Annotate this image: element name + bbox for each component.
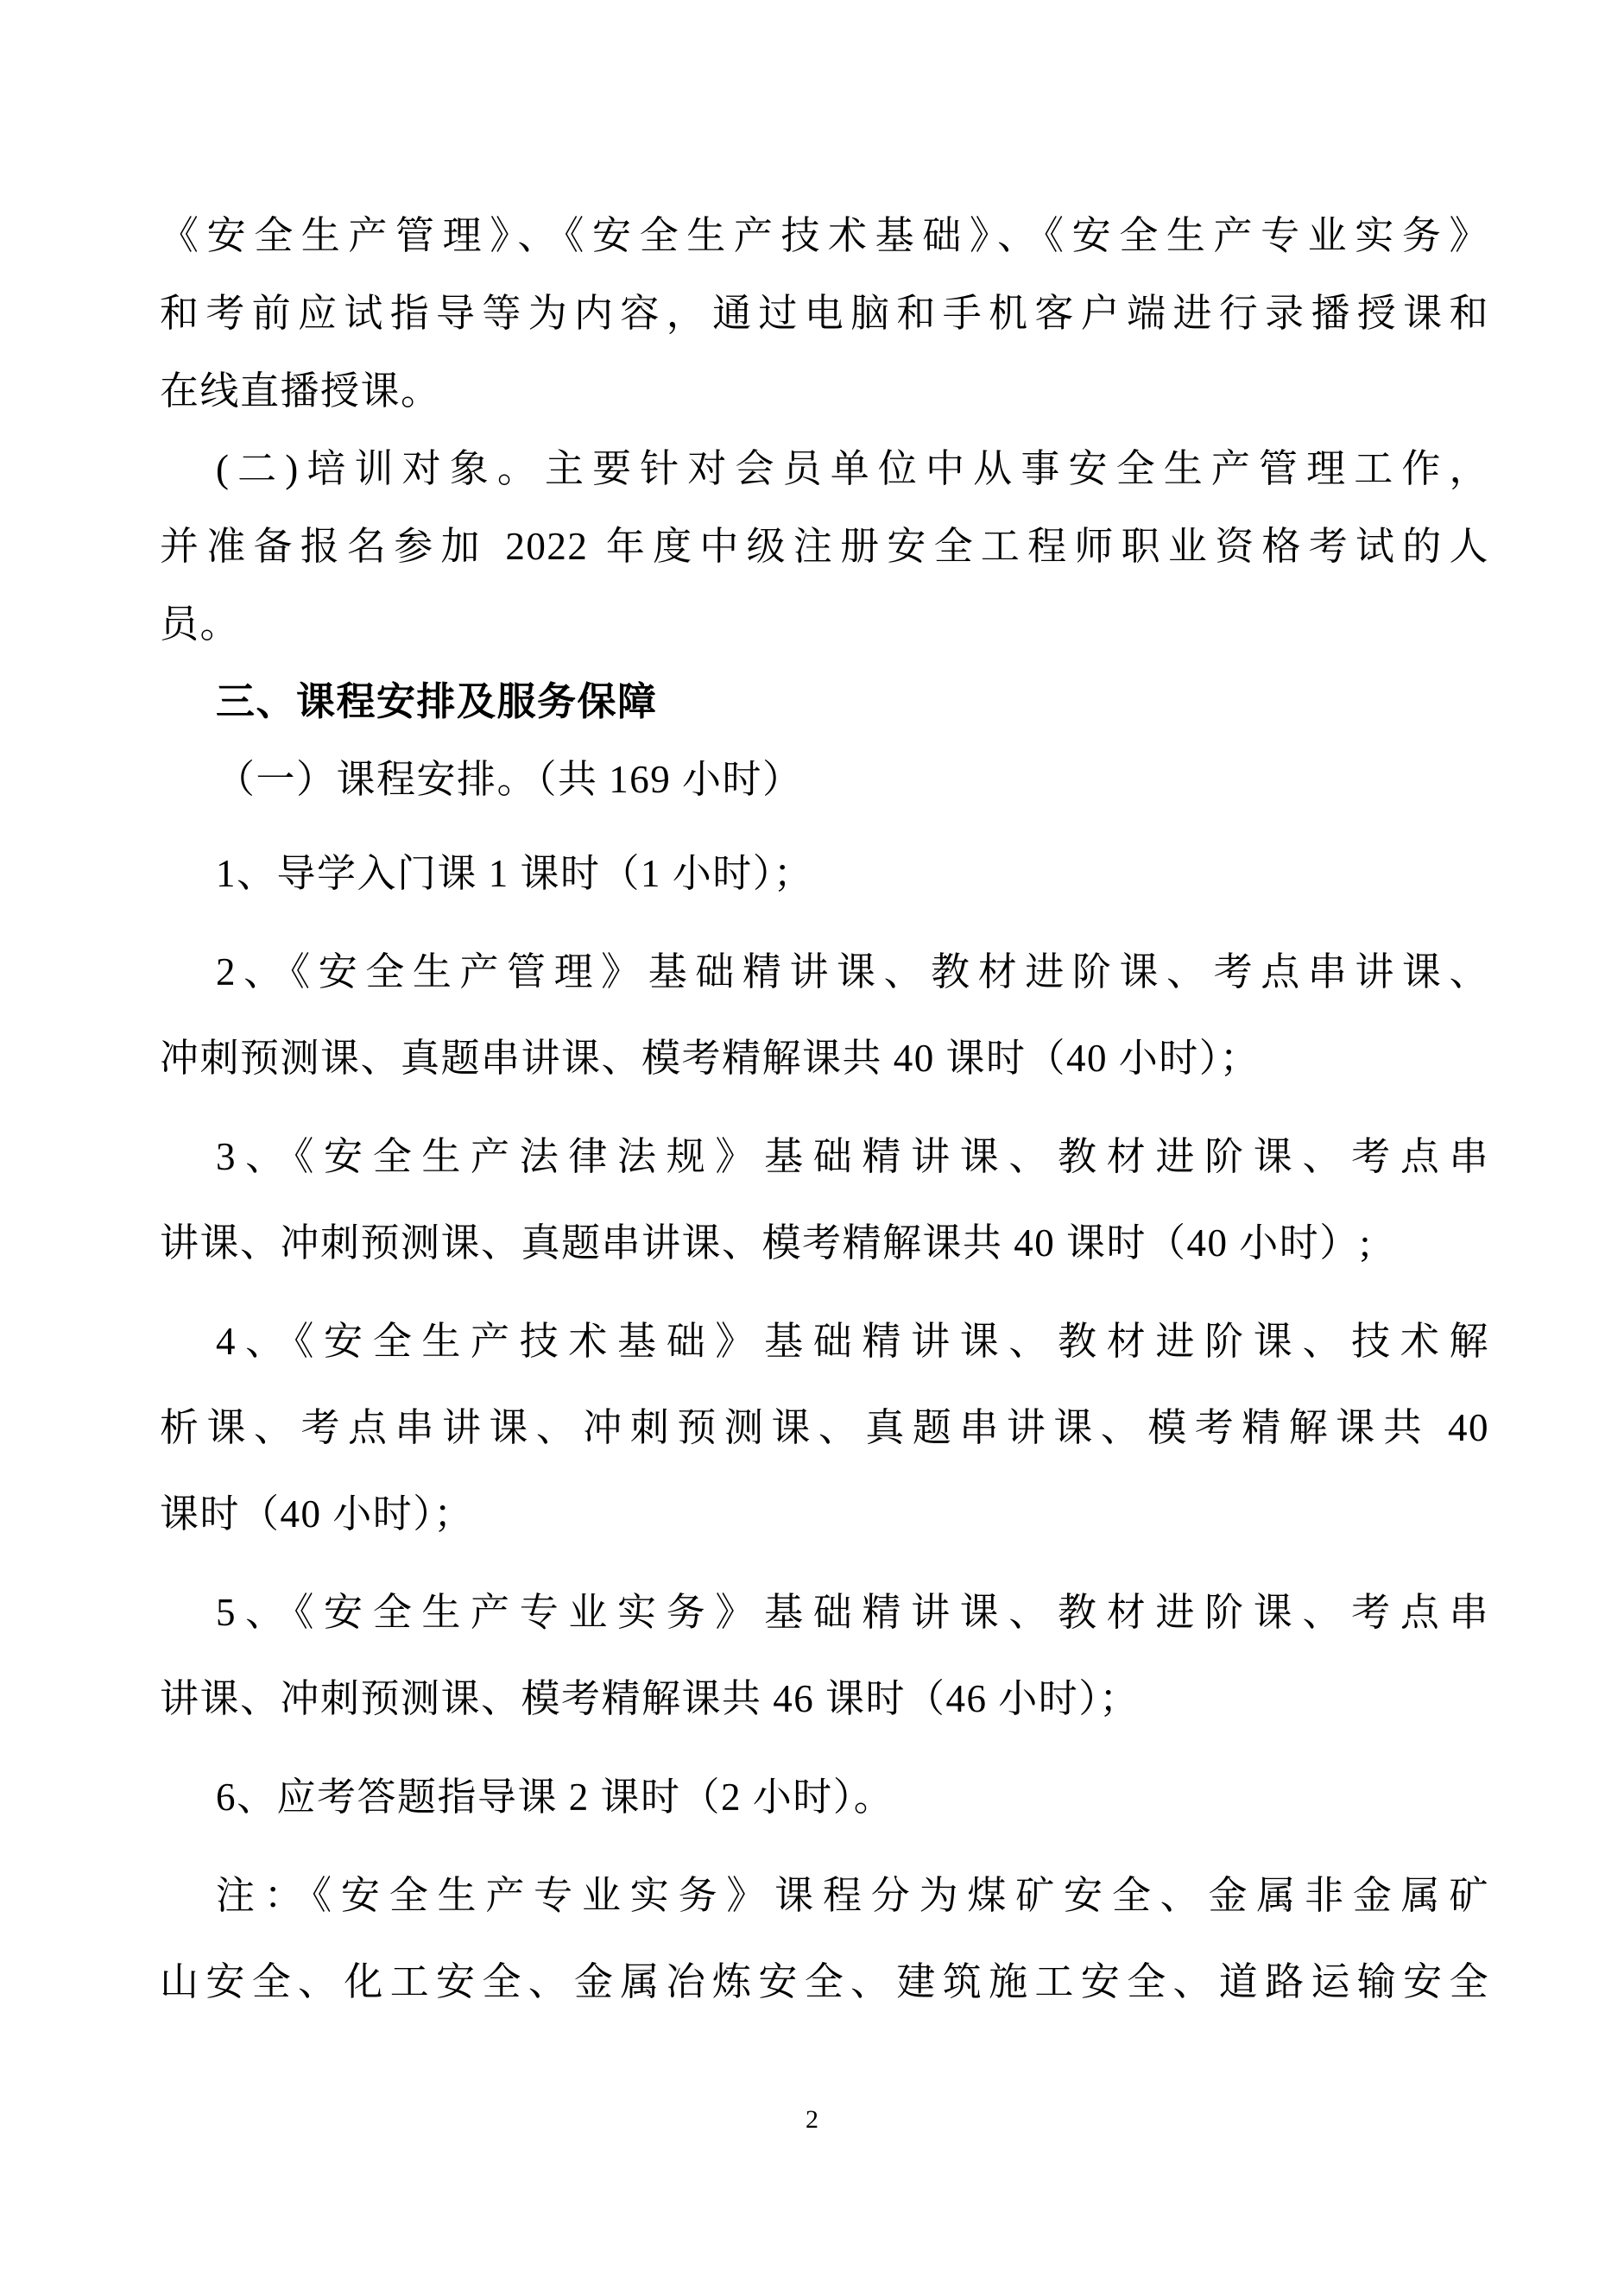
page-number: 2 [806,2105,818,2134]
course-item-line: 1、导学入门课 1 课时（1 小时）； [216,852,814,895]
paragraph-line: 员。 [160,602,241,646]
course-item-1 [160,830,1489,917]
section-heading: 三、课程安排及服务保障 [216,680,658,723]
course-item-line: 3、《安全生产法律法规》基础精讲课、教材进阶课、考点串 [216,1135,1489,1178]
course-item-line: 4、《安全生产技术基础》基础精讲课、教材进阶课、技术解 [216,1320,1489,1363]
course-item-6 [160,1754,1489,1840]
course-item-line: 冲刺预测课、真题串讲课、模考精解课共 40 课时（40 小时）； [160,1037,1261,1080]
paragraph-line: 和考前应试指导等为内容，通过电脑和手机客户端进行录播授课和 [160,292,1489,335]
course-item-5 [160,1569,1489,1742]
training-target-paragraph [160,430,1489,663]
course-item-4 [160,1298,1489,1557]
paragraph-line: 《安全生产管理》、《安全生产技术基础》、《安全生产专业实务》 [160,214,1489,257]
paragraph-line: 并准备报名参加 2022 年度中级注册安全工程师职业资格考试的人 [160,525,1489,568]
course-item-line: 讲课、冲刺预测课、模考精解课共 46 课时（46 小时）； [160,1677,1140,1720]
course-item-line: 5、《安全生产专业实务》基础精讲课、教材进阶课、考点串 [216,1591,1489,1634]
course-item-line: 课时（40 小时）； [160,1492,474,1536]
note-line: 山安全、化工安全、金属冶炼安全、建筑施工安全、道路运输安全 [160,1960,1489,2003]
course-item-line: 2、《安全生产管理》基础精讲课、教材进阶课、考点串讲课、 [216,950,1489,993]
course-item-line: 6、应考答题指导课 2 课时（2 小时）。 [216,1776,894,1819]
paragraph-line: (二)培训对象。主要针对会员单位中从事安全生产管理工作， [216,447,1489,490]
course-schedule-intro: （一）课程安排。（共 169 小时） [216,758,803,801]
course-item-2 [160,929,1489,1101]
course-item-3 [160,1113,1489,1286]
course-item-line: 析课、考点串讲课、冲刺预测课、真题串讲课、模考精解课共 40 [160,1406,1489,1449]
note-line: 注：《安全生产专业实务》课程分为煤矿安全、金属非金属矿 [216,1874,1489,1917]
paragraph-line: 在线直播授课。 [160,369,441,413]
intro-paragraph [160,197,1489,430]
course-item-line: 讲课、冲刺预测课、真题串讲课、模考精解课共 40 课时（40 小时）; [160,1221,1372,1265]
note-paragraph [160,1852,1489,2025]
document-body [160,197,1489,2025]
